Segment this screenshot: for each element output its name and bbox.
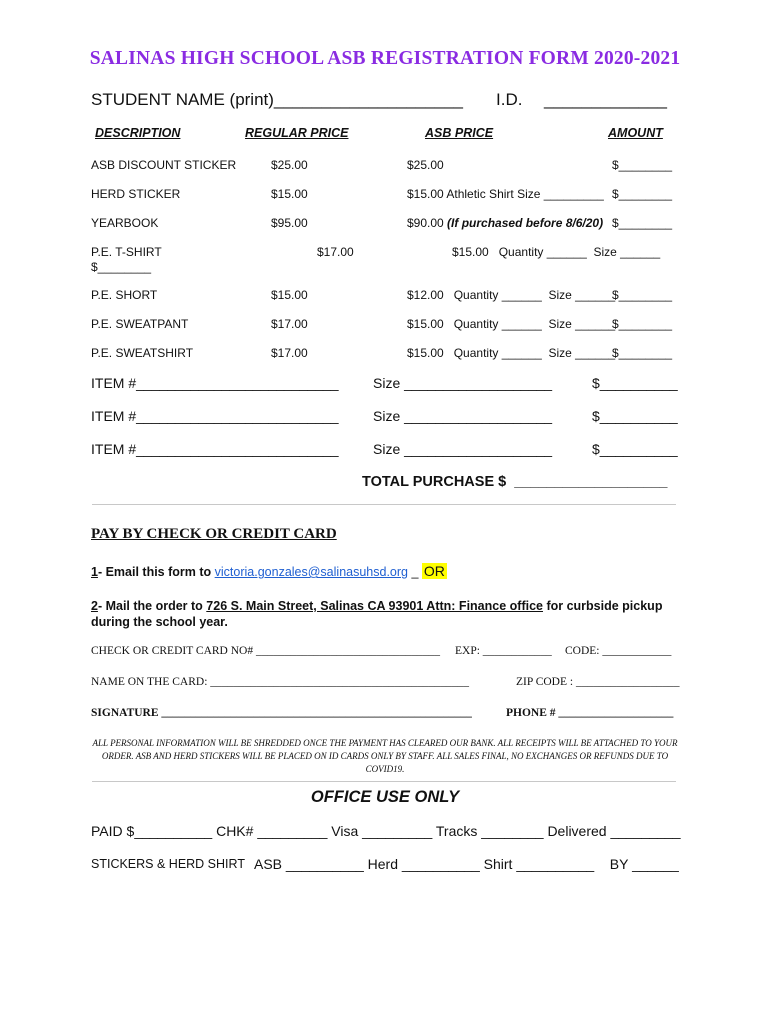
privacy-notice: ALL PERSONAL INFORMATION WILL BE SHREDDED ONCE THE PAYMENT HAS CLEARED OUR BANK. ALL RECEIPTS WILL BE ATTACHED TO YOUR ORDER. ASB AND HERD STICKERS WILL BE PLACED ON ID CARDS ONLY BY STAFF. ALL SALES FINAL, NO EXCHANGES OR REFUNDS DUE TO COVID19.	[92, 738, 678, 774]
card-code-field[interactable]: CODE: ____________	[565, 645, 672, 657]
student-id-blank: _____________	[544, 90, 667, 109]
pay-option-mail	[91, 598, 662, 630]
office-visa: Visa _________	[331, 823, 433, 839]
option-number: 2	[91, 599, 98, 613]
office-paid: PAID $__________	[91, 823, 213, 839]
pe-item-qty: Quantity ______	[453, 288, 542, 302]
item-amount: $________	[612, 187, 673, 201]
pe-item-regular: $17.00	[271, 346, 308, 360]
office-asb: ASB __________	[254, 856, 364, 872]
office-use-title: OFFICE USE ONLY	[310, 788, 460, 806]
header-amount: AMOUNT	[608, 126, 663, 140]
card-number-field[interactable]: CHECK OR CREDIT CARD NO# ________________________________	[91, 645, 440, 657]
option-text: - Mail the order to	[97, 599, 207, 613]
student-name-label: STUDENT NAME (print)____________________	[91, 90, 464, 109]
item-asb-price: $90.00	[407, 216, 444, 230]
pe-item-asb	[407, 317, 615, 331]
pe-item-amount: $________	[612, 317, 673, 331]
mail-tail: for curbside pickup	[542, 599, 663, 613]
office-by: BY ______	[609, 856, 679, 872]
pe-tshirt-asb-price: $15.00	[452, 245, 489, 259]
pe-item-desc: P.E. SWEATSHIRT	[91, 346, 194, 360]
pe-item-size: Size ______	[548, 288, 616, 302]
pe-item-size: Size ______	[548, 346, 616, 360]
custom-item-amount: $__________	[592, 408, 678, 424]
card-exp-field[interactable]: EXP: ____________	[455, 645, 552, 657]
item-desc: ASB DISCOUNT STICKER	[91, 158, 237, 172]
email-tail: _	[408, 565, 419, 579]
office-herd: Herd __________	[367, 856, 480, 872]
pe-item-asb	[407, 288, 615, 302]
custom-item-amount: $__________	[592, 441, 678, 457]
total-blank: ___________________	[514, 474, 668, 490]
custom-item-size: Size ___________________	[373, 375, 553, 391]
item-regular: $25.00	[271, 158, 308, 172]
pe-tshirt-asb	[452, 245, 660, 259]
item-desc: YEARBOOK	[91, 216, 159, 230]
office-shirt: Shirt __________	[483, 856, 595, 872]
custom-item-number: ITEM #__________________________	[91, 375, 339, 391]
mail-line-2: during the school year.	[91, 615, 228, 629]
pe-item-qty: Quantity ______	[453, 317, 542, 331]
total-purchase	[362, 474, 668, 490]
item-regular: $95.00	[271, 216, 308, 230]
pe-item-regular: $15.00	[271, 288, 308, 302]
mail-line-1	[91, 598, 662, 614]
yearbook-note: (If purchased before 8/6/20)	[447, 216, 604, 230]
pe-item-regular: $17.00	[271, 317, 308, 331]
option-number: 1	[91, 565, 98, 579]
pe-item-size: Size ______	[548, 317, 616, 331]
pe-tshirt-size: Size ______	[593, 245, 661, 259]
option-text: - Email this form to	[97, 565, 215, 579]
divider	[92, 504, 676, 505]
header-regular-price: REGULAR PRICE	[245, 126, 349, 140]
item-desc: HERD STICKER	[91, 187, 181, 201]
office-stickers-label: STICKERS & HERD SHIRT	[91, 857, 245, 871]
student-id-label: I.D.	[496, 90, 523, 109]
item-asb: $25.00	[407, 158, 444, 172]
office-line-2	[254, 856, 679, 872]
total-label: TOTAL PURCHASE $	[362, 474, 507, 490]
pay-section-title: PAY BY CHECK OR CREDIT CARD	[91, 526, 337, 542]
pe-item-amount: $________	[612, 346, 673, 360]
office-tracks: Tracks ________	[435, 823, 544, 839]
pe-item-amount: $________	[612, 288, 673, 302]
item-asb	[407, 187, 604, 201]
item-regular: $15.00	[271, 187, 308, 201]
pay-option-email	[91, 563, 447, 579]
custom-item-number: ITEM #__________________________	[91, 408, 339, 424]
pe-item-desc: P.E. SWEATPANT	[91, 317, 189, 331]
item-asb	[407, 216, 603, 230]
pe-item-qty: Quantity ______	[453, 346, 542, 360]
custom-item-size: Size ___________________	[373, 408, 553, 424]
custom-item-number: ITEM #__________________________	[91, 441, 339, 457]
pe-tshirt-amount: $________	[91, 260, 152, 274]
office-delivered: Delivered _________	[547, 823, 681, 839]
name-on-card-field[interactable]: NAME ON THE CARD: _____________________________________________	[91, 676, 470, 688]
mail-address: 726 S. Main Street, Salinas CA 93901 Attn: Finance office	[206, 599, 543, 613]
zip-code-field[interactable]: ZIP CODE : __________________	[516, 676, 680, 688]
office-chk: CHK# _________	[216, 823, 328, 839]
item-amount: $________	[612, 216, 673, 230]
custom-item-amount: $__________	[592, 375, 678, 391]
athletic-shirt-size: Athletic Shirt Size _________	[446, 187, 604, 201]
pe-item-asb-price: $12.00	[407, 288, 444, 302]
pe-tshirt-qty: Quantity ______	[498, 245, 587, 259]
header-asb-price: ASB PRICE	[425, 126, 494, 140]
office-line-1	[91, 823, 681, 839]
header-description: DESCRIPTION	[95, 126, 181, 140]
or-highlight: OR	[423, 563, 445, 579]
item-asb-price: $15.00	[407, 187, 444, 201]
phone-field[interactable]: PHONE # ____________________	[506, 707, 674, 719]
pe-tshirt-desc: P.E. T-SHIRT	[91, 245, 162, 259]
form-title: SALINAS HIGH SCHOOL ASB REGISTRATION FORM 2020-2021	[89, 48, 681, 69]
custom-item-size: Size ___________________	[373, 441, 553, 457]
pe-item-asb	[407, 346, 615, 360]
divider	[92, 781, 676, 782]
pe-item-desc: P.E. SHORT	[91, 288, 158, 302]
email-link[interactable]: victoria.gonzales@salinasuhsd.org	[214, 565, 408, 579]
item-amount: $________	[612, 158, 673, 172]
pe-item-asb-price: $15.00	[407, 317, 444, 331]
pe-tshirt-regular: $17.00	[317, 245, 354, 259]
signature-field[interactable]: SIGNATURE ______________________________________________________	[91, 707, 472, 719]
pe-item-asb-price: $15.00	[407, 346, 444, 360]
student-name-line	[91, 90, 463, 110]
